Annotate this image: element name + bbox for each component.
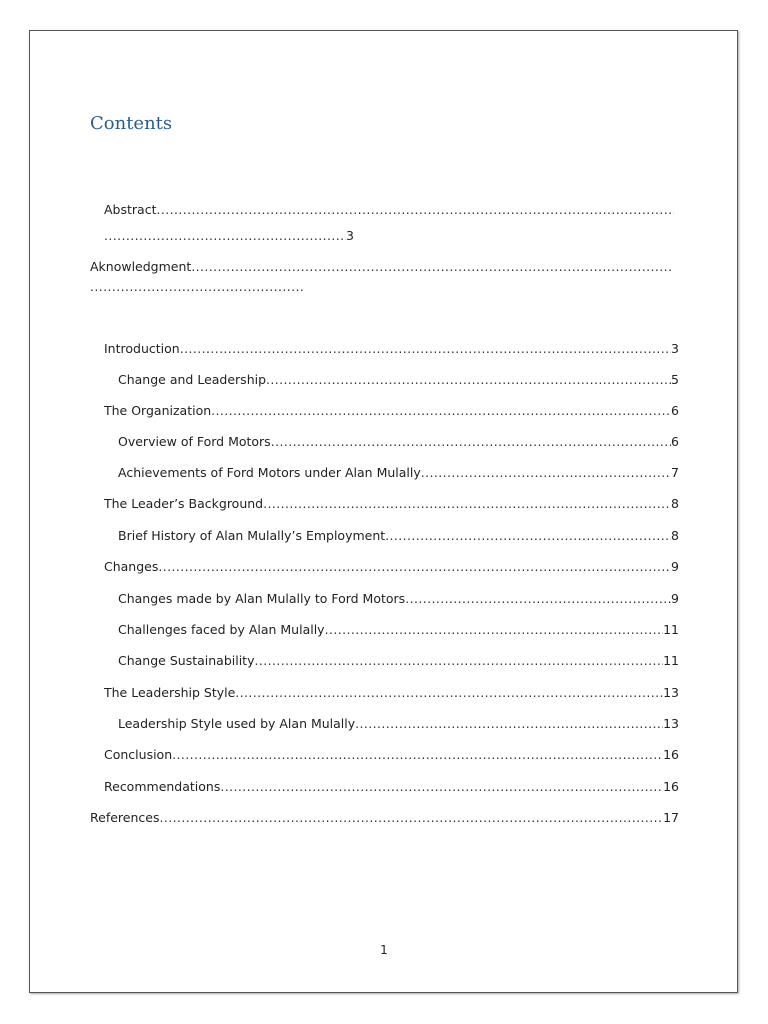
toc-entry-label: Aknowledgment xyxy=(90,259,192,274)
toc-entry-label: Changes made by Alan Mulally to Ford Motors xyxy=(118,591,406,606)
toc-entry-overview-of-ford-motors[interactable] xyxy=(118,433,679,451)
toc-entry-changes-made[interactable] xyxy=(118,590,679,608)
dot-leader xyxy=(180,340,671,358)
dot-leader xyxy=(159,809,663,827)
toc-entry-label: Introduction xyxy=(104,341,180,356)
dot-leader xyxy=(405,590,671,608)
dot-leader-continued xyxy=(90,278,305,296)
toc-entry-abstract-continued[interactable] xyxy=(104,227,354,245)
toc-heading: Contents xyxy=(90,113,173,134)
dot-leader xyxy=(172,746,663,764)
toc-entry-page: 13 xyxy=(663,716,679,731)
toc-entry-label: Conclusion xyxy=(104,747,173,762)
toc-entry-page: 3 xyxy=(671,341,679,356)
toc-entry-label: Change and Leadership xyxy=(118,372,267,387)
dot-leader xyxy=(271,433,671,451)
dot-leader xyxy=(421,464,671,482)
toc-entry-label: Achievements of Ford Motors under Alan Mulally xyxy=(118,465,421,480)
toc-entry-the-organization[interactable] xyxy=(104,402,679,420)
dot-leader xyxy=(235,684,663,702)
toc-entry-page: 3 xyxy=(346,228,354,243)
toc-entry-page: 13 xyxy=(663,685,679,700)
toc-entry-changes[interactable] xyxy=(104,558,679,576)
dot-leader xyxy=(266,371,671,389)
toc-entry-achievements[interactable] xyxy=(118,464,679,482)
toc-entry-references[interactable] xyxy=(90,809,679,827)
toc-entry-label: Leadership Style used by Alan Mulally xyxy=(118,716,356,731)
dot-leader xyxy=(158,558,671,576)
dot-leader xyxy=(156,201,674,219)
toc-entry-label: Abstract xyxy=(104,202,157,217)
toc-entry-page: 7 xyxy=(671,465,679,480)
dot-leader xyxy=(263,495,671,513)
toc-entry-label: Change Sustainability xyxy=(118,653,255,668)
toc-entry-brief-history[interactable] xyxy=(118,527,679,545)
toc-entry-page: 8 xyxy=(671,528,679,543)
toc-entry-page: 9 xyxy=(671,559,679,574)
dot-leader xyxy=(355,715,663,733)
toc-entry-leadership-style[interactable] xyxy=(104,684,679,702)
toc-entry-page: 17 xyxy=(663,810,679,825)
toc-entry-page: 16 xyxy=(663,747,679,762)
toc-entry-label: Brief History of Alan Mulally’s Employment xyxy=(118,528,386,543)
toc-entry-label: The Leader’s Background xyxy=(104,496,264,511)
toc-entry-change-and-leadership[interactable] xyxy=(118,371,679,389)
toc-entry-page: 11 xyxy=(663,622,679,637)
toc-entry-label: Changes xyxy=(104,559,159,574)
dot-leader xyxy=(325,621,664,639)
toc-entry-conclusion[interactable] xyxy=(104,746,679,764)
toc-entry-label: The Organization xyxy=(104,403,212,418)
toc-entry-page: 8 xyxy=(671,496,679,511)
toc-entry-page: 6 xyxy=(671,434,679,449)
toc-entry-recommendations[interactable] xyxy=(104,778,679,796)
toc-entry-introduction[interactable] xyxy=(104,340,679,358)
toc-entry-page: 6 xyxy=(671,403,679,418)
dot-leader xyxy=(104,227,346,245)
toc-entry-page: 9 xyxy=(671,591,679,606)
toc-entry-aknowledgment[interactable] xyxy=(90,258,672,276)
toc-entry-label: References xyxy=(90,810,160,825)
toc-entry-page: 16 xyxy=(663,779,679,794)
toc-entry-label: Challenges faced by Alan Mulally xyxy=(118,622,325,637)
dot-leader xyxy=(220,778,663,796)
dot-leader xyxy=(385,527,671,545)
toc-entry-challenges-faced[interactable] xyxy=(118,621,679,639)
footer-page-number: 1 xyxy=(380,943,388,957)
dot-leader xyxy=(254,652,663,670)
toc-entry-leadership-style-used[interactable] xyxy=(118,715,679,733)
dot-leader xyxy=(211,402,671,420)
toc-entry-label: The Leadership Style xyxy=(104,685,236,700)
toc-entry-label: Recommendations xyxy=(104,779,221,794)
toc-entry-page: 11 xyxy=(663,653,679,668)
toc-entry-leaders-background[interactable] xyxy=(104,495,679,513)
toc-entry-label: Overview of Ford Motors xyxy=(118,434,271,449)
dot-leader xyxy=(191,258,672,276)
toc-entry-page: 5 xyxy=(671,372,679,387)
toc-entry-change-sustainability[interactable] xyxy=(118,652,679,670)
toc-entry-abstract[interactable] xyxy=(104,201,674,219)
